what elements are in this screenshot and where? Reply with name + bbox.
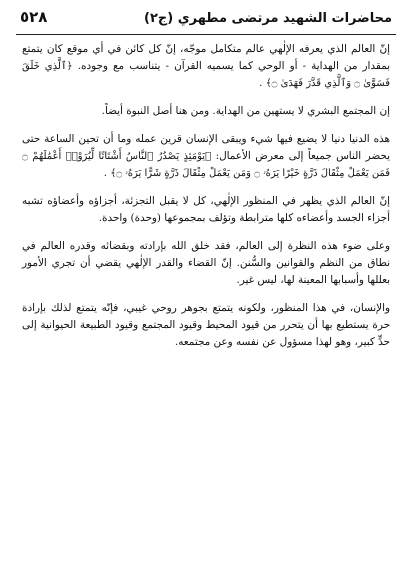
paragraph-free-will: والإنسان، في هذا المنظور، ولكونه يتمتع بجوهر روحي غيبي، فإنّه يتمتع لذلك بإرادة حرة يستطيع بها أن يتحرر من قيود المحيط وقيود المجتمع وقيود الطبيعة الحيوانية إلى حدٍّ كبير، وهو لهذا مسؤول عن نفسه وعن مجتمعه. [22, 302, 390, 348]
paragraph-guided-world [22, 41, 390, 92]
paragraph-prophethood: إن المجتمع البشري لا يستهين من الهداية. ومن هنا أصل النبوة أيضاً. [101, 105, 390, 117]
paragraph-deeds [22, 131, 390, 182]
page-header [16, 8, 396, 35]
paragraph-divine-decree: وعلى ضوء هذه النظرة إلى العالم، فقد خلق الله بإرادته وبقضائه وقدره العالم في نطاق من النظم والقوانين والسُّنن. إنّ القضاء والقدر الإلٰهي يقضي أن تجري الأمور بعللها وأسبابها المعينة لها، ليس غير. [22, 240, 390, 286]
page-number: ٥٢٨ [20, 8, 48, 26]
paragraph-text: إنّ العالم الذي يعرفه الإلٰهي عالم متكامل موجّه، إنّ كل كائن في أي موقع كان يتمتع بمقدار من الهداية - أو الوحي كما يسميه القرآن - يتناسب مع وجوده. [22, 43, 391, 72]
page-body [16, 35, 396, 351]
book-page [16, 8, 396, 574]
quran-verse: ﴿ٱلَّذِي خَلَقَ فَسَوَّىٰ ۝ وَٱلَّذِي قَدَّرَ فَهَدَىٰ ۝﴾ [22, 61, 390, 89]
paragraph-unity: إنّ العالم الذي يظهر في المنظور الإلٰهي، كل لا يقبل التجزئة، أجزاؤه وأعضاؤه تشبه أجزاء الجسد وأعضاءه كلها مترابطة وتؤلف بمجموعها (وحدة) واحدة. [22, 195, 390, 224]
paragraph-text-end: . [103, 167, 108, 179]
quran-verse: ﴿يَوْمَئِذٍ يَصْدُرُ ٱلنَّاسُ أَشْتَاتًا لِّيُرَوْا۟ أَعْمَٰلَهُمْ ۝ فَمَن يَعْمَلْ مِثْقَالَ ذَرَّةٍ خَيْرًا يَرَهُۥ ۝ وَمَن يَعْمَلْ مِثْقَالَ ذَرَّةٍ شَرًّا يَرَهُۥ ۝﴾ [22, 151, 390, 179]
paragraph-text: هذه الدنيا دنيا لا يضيع فيها شيء ويبقى الإنسان قرين عمله وما أن تحين الساعة حتى يحضر الناس جميعاً إلى معرض الأعمال: [22, 133, 390, 162]
paragraph-text-end: . [259, 77, 263, 89]
book-title: محاضرات الشهيد مرتضى مطهري (ج٢) [143, 11, 392, 26]
